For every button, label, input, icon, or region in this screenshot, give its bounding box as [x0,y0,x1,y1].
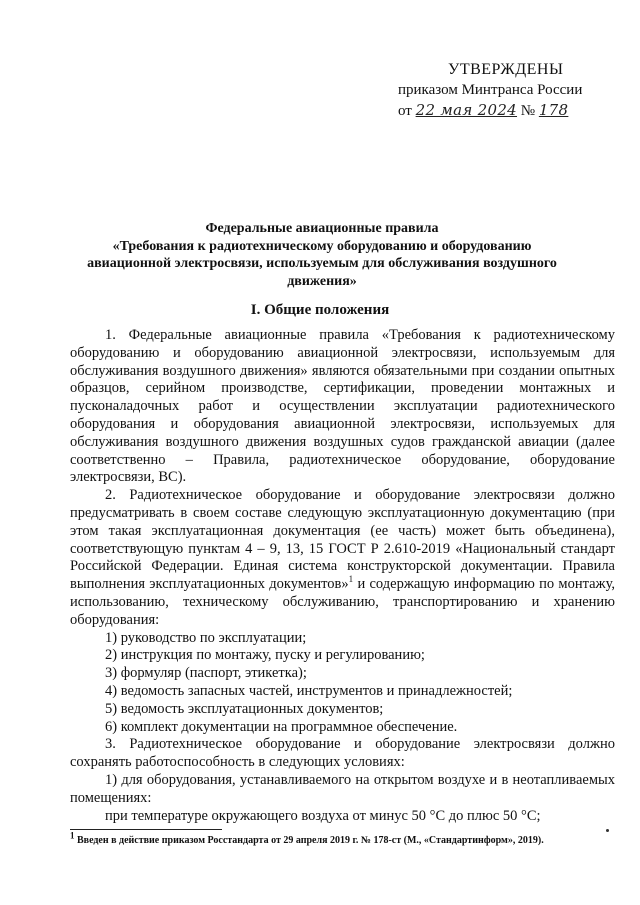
approval-order-line: приказом Минтранса России [398,82,583,98]
scan-dot [606,829,609,832]
from-label: от [398,103,412,119]
approval-stamp [398,60,613,121]
footnote-divider [70,829,222,830]
title-line-1: Федеральные авиационные правила [205,221,439,236]
list-item: 2) инструкция по монтажу, пуску и регулированию; [105,647,425,664]
paragraph-2-text-b: и содержащую информацию по монтажу, использованию, техническому обслуживанию, транспортированию и хранению оборудования: [70,576,615,628]
handwritten-number: 178 [538,101,569,119]
section-heading: I. Общие положения [250,302,390,318]
document-title [72,220,572,290]
list-item: 3) формуляр (паспорт, этикетка); [105,665,307,682]
paragraph-2-text-a: 2. Радиотехническое оборудование и оборудование электросвязи должно предусматривать в своем составе следующую эксплуатационную документацию (при этом такая эксплуатационная документация (ее часть) может быть объединена), соответствующую пунктам 4 – 9, 13, 15 ГОСТ Р 2.610-2019 «Национальный стандарт Российской Федерации. Единая система конструкторской документации. Правила выполнения эксплуатационных документов» [70,487,615,593]
paragraph-3: 3. Радиотехническое оборудование и оборудование электросвязи должно сохранять работоспособность в следующих условиях: [70,736,615,771]
footnote-number: 1 [70,830,75,841]
paragraph-2 [70,487,615,629]
list-item: 6) комплект документации на программное обеспечение. [105,718,458,735]
number-label: № [520,103,536,119]
footnote-reference: 1 [348,574,354,585]
paragraph-1: 1. Федеральные авиационные правила «Требования к радиотехническому оборудованию и оборудованию авиационной электросвязи, используемым для обслуживания воздушного движения» являются обязательными при создании опытных образцов, серийном производстве, сертификации, проведении монтажных и пусконаладочных работ и осуществлении эксплуатации радиотехнического оборудования и оборудования авиационной электросвязи, используемых для обслуживания воздушного движения воздушных судов гражданской авиации (далее соответственно – Правила, радиотехническое оборудование, оборудование электросвязи, ВС). [70,327,615,486]
title-line-2: «Требования к радиотехническому оборудованию и оборудованию авиационной электросвязи, используемым для обслуживания воздушного движения» [87,238,557,289]
approval-date-line [398,100,613,121]
paragraph-3-item-1: 1) для оборудования, устанавливаемого на открытом воздухе и в неотапливаемых помещениях: [70,771,615,806]
list-item: 5) ведомость эксплуатационных документов; [105,700,384,717]
footnote [70,830,615,847]
paragraph-3-temperature: при температуре окружающего воздуха от минус 50 °С до плюс 50 °С; [105,807,541,824]
handwritten-date: 22 мая 2024 [415,101,518,119]
approval-heading: УТВЕРЖДЕНЫ [448,61,564,78]
list-item: 4) ведомость запасных частей, инструментов и принадлежностей; [105,682,513,699]
footnote-text: Введен в действие приказом Росстандарта от 29 апреля 2019 г. № 178-ст (М., «Стандартинформ», 2019). [74,835,544,846]
list-item: 1) руководство по эксплуатации; [105,629,307,646]
document-body [70,327,615,825]
